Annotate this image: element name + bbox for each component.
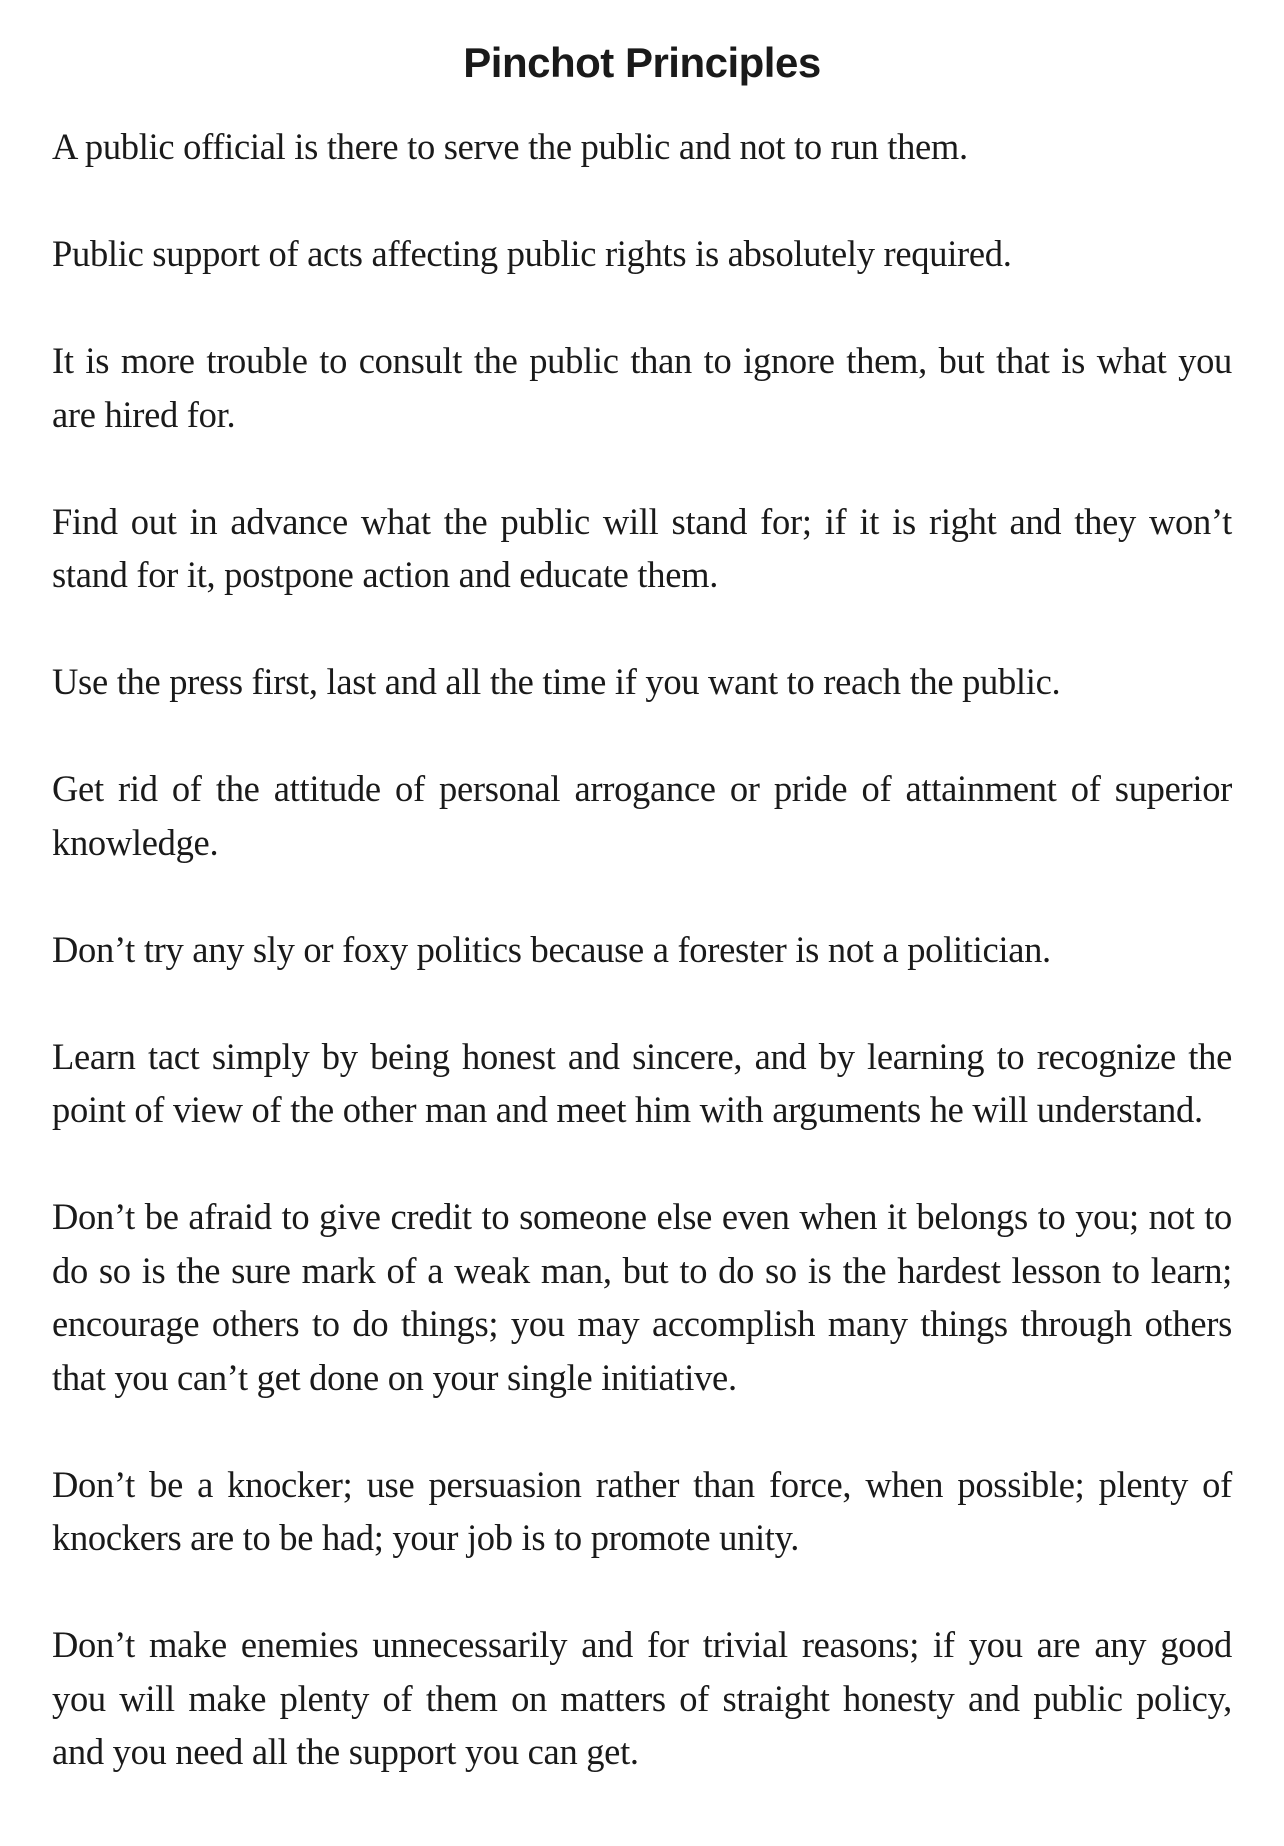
principle-5: Use the press first, last and all the time if you want to reach the public. [52,661,1061,703]
principle-1: A public official is there to serve the public and not to run them. [52,126,968,168]
principle-6: Get rid of the attitude of personal arrogance or pride of attainment of superior knowledge. [52,768,1232,863]
principle-2: Public support of acts affecting public rights is absolutely required. [52,233,1012,275]
document-page [52,40,1232,1832]
principle-4: Find out in advance what the public will stand for; if it is right and they won’t stand for it, postpone action and educate them. [52,500,1232,596]
principle-11: Don’t make enemies unnecessarily and for trivial reasons; if you are any good you will make plenty of them on matters of straight honesty and public policy, and you need all the support you can get. [52,1624,1232,1773]
principle-9: Don’t be afraid to give credit to someone else even when it belongs to you; not to do so is the sure mark of a weak man, but to do so is the hardest lesson to learn; encourage others to do things; you may accomplish many things through others that you can’t get done on your single initiative. [52,1196,1232,1398]
principle-7: Don’t try any sly or foxy politics because a forester is not a politician. [52,928,1051,970]
principle-3: It is more trouble to consult the public than to ignore them, but that is what you are hired for. [52,340,1232,435]
document-title: Pinchot Principles [463,39,821,86]
principle-8: Learn tact simply by being honest and sincere, and by learning to recognize the point of view of the other man and meet him with arguments he will understand. [52,1035,1232,1131]
principle-10: Don’t be a knocker; use persuasion rather than force, when possible; plenty of knockers are to be had; your job is to promote unity. [52,1463,1232,1559]
